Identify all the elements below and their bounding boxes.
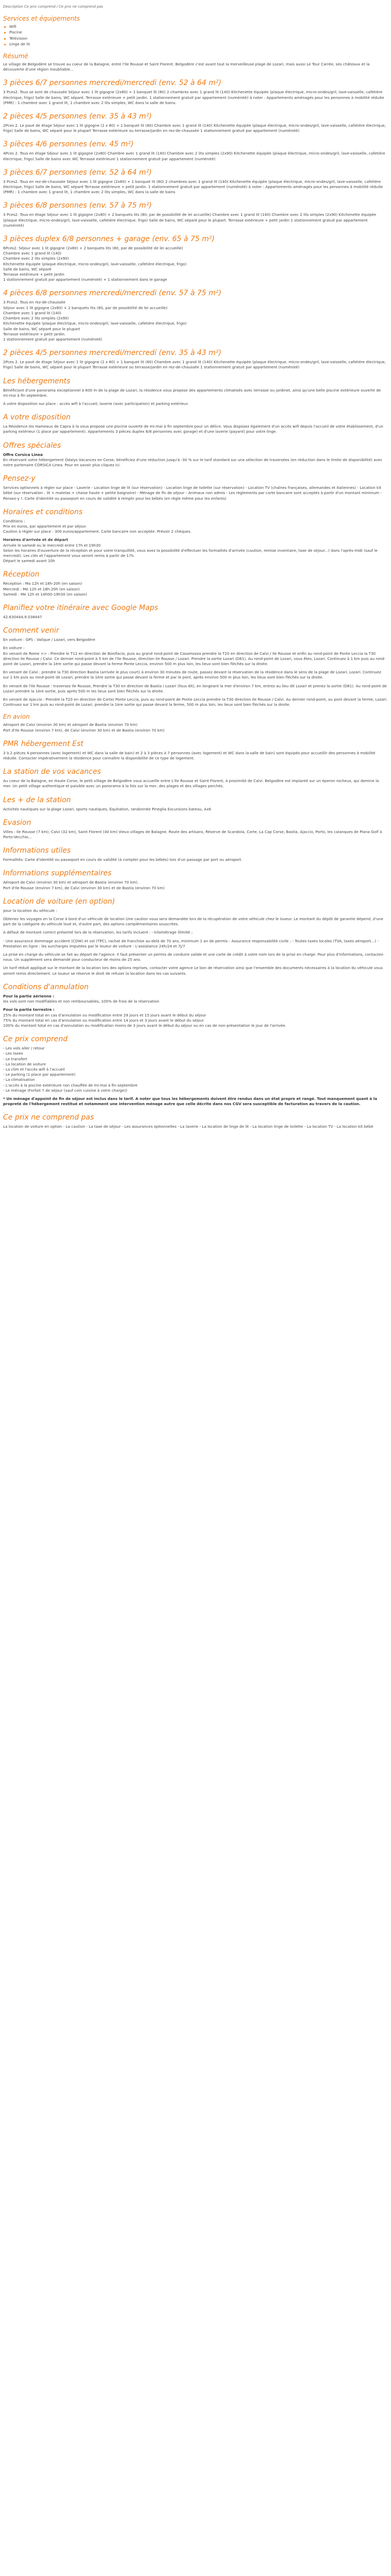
detail-line: Caution à régler sur place : 300 euros/appartement. Carte bancaire non acceptée. Prévoir 2 chèques.: [3, 529, 192, 534]
detail-line: Port d'Ile Rousse (environ 7 km), de Calvi (environ 30 km) et de Bastia (environ 70 km): [3, 885, 165, 890]
route-text: En venant de l'Ile Rousse : traversez Ile Rousse, Prendre la T30 en direction de Bastia / Lozari (fous dit), en longeant la mer d'environ 7 km, entrez au lieu dit Lozari et prenez la sortie (D81). Au rond-point de Lozari prendre la 1ère sortie, puis après 500 m les lieux sont bien fléchés sur la droite.: [3, 683, 387, 693]
detail-line: 1 stationnement gratuit par appartement (numéroté) + 1 stationnement dans le garage: [3, 277, 167, 282]
detail-line: Salle de bains, WC séparé pour le plupart: [3, 326, 80, 331]
evasion-text: Villes : Ile Rousse (7 km), Calvi (32 km), Saint Florent (40 km) Vieux villages de Balagne. Route des artisans, Réserve de Scandola, Corte, La Cap Corse, Bastia, Ajaccio, Porto, les calanques de Piana Golf à Porto-Vecchio...: [3, 829, 382, 840]
info-title: Informations utiles: [3, 846, 71, 855]
evasion-title: Evasion: [3, 818, 31, 827]
apartment-title: 3 pièces 6/7 personnes mercredi/mercredi (env. 52 à 64 m²): [3, 79, 222, 88]
apartment-title: 3 pièces 4/6 personnes (env. 45 m²): [3, 140, 134, 149]
location-text: Un tarif réduit appliqué sur le montant de la location lors des options reprises, contacter votre agence Le bon de réservation ainsi que l'ensemble des documents nécessaires à la location du véhicule vous seront remis directement. Le loueur se réserve le droit de refuser la location dans les cas suivants.: [3, 965, 383, 976]
comprend-title: Ce prix comprend: [3, 1035, 68, 1044]
location-title: Location de voiture (en option): [3, 897, 115, 906]
apartment-text: 2Pces 2. Le pavé de étage Séjour avec 1 lit gigogne (2 x 80) + 1 banquet lit (80) Chambre avec 1 grand lit (140) Kitchenette équipée (plaque électrique, micro-ondes/gril, lave-vaisselle, cafetière électrique, frigo) Salle de bains, WC séparé pour le plupart Terrasse extérieure ou terrasse/jardin en rez-de-chaussée 1 stationnement gratuit par appartement (numéroté): [3, 123, 386, 133]
conditions-aerien-text: les vols sont non modifiables et non remboursables, 100% de frais de la réservation: [3, 999, 159, 1004]
detail-line: Prix en euros, par appartement et par séjour.: [3, 523, 87, 529]
detail-line: 100% du montant total en cas d'annulation ou modification moins de 3 jours avant le début du séjour ou en cas de non-présentation le jour de l'arrivée.: [3, 1023, 286, 1028]
detail-line: Samedi : Me 12h et 14h00-19h30 (en saison): [3, 591, 87, 597]
avion-lines: [3, 722, 388, 733]
maps-link[interactable]: Planifiez votre itinéraire avec Google Maps: [3, 603, 158, 612]
pmr-title: PMR hébergement Est: [3, 739, 84, 748]
detail-line: Kitchenette équipée (plaque électrique, micro-ondes/gril, lave-vaisselle, cafetière électrique, frigo): [3, 261, 187, 266]
list-item: - Le parking (1 place par appartement): [3, 1072, 76, 1077]
comment-line: En voiture : GPS : Valique / Lozari, vers Belgodère: [3, 637, 95, 642]
detail-line: Kitchenette équipée (plaque électrique, micro-ondes/gril, lave-vaisselle, cafetière électrique, frigo): [3, 321, 187, 326]
apartment-4p-details: [3, 300, 388, 342]
pmr-text: 3 à 2 pièces 4 personnes (avec logement) et WC dans la salle de bain) et 2 à 3 pièces à 7 personnes (avec logement) et WC dans la salle de bain) sont équipés pour accueillir des personnes à mobilité réduite. Contacter impérativement la résidence pour connaître la disponibilité de ce type de logement.: [3, 750, 376, 761]
list-item: - Les vols aller / retour: [3, 1046, 45, 1051]
reception-hours: [3, 581, 388, 597]
route-text: En venant de Ajaccio : Prendre la T20 en direction de Corte/ Ponte Leccia, puis au rond-point de Ponte Leccia prendre la T30 direction Ile Rousse / Calvi. Au dernier rond-point, au pont devant la ferme, Lozari. Continuez sur 1 km puis au rond-point de Lozari, prendre la 1ère sortie qui passe devant la ferme, 500 m plus loin, les lieux sont bien fléchés sur la droite.: [3, 697, 388, 707]
apartment-4p-title: 4 pièces 6/8 personnes mercredi/mercredi (env. 57 à 75 m²): [3, 289, 222, 298]
situation-text: Au coeur de la Balagne, en Haute Corse, le petit village de Belgodère vous accueille entre L'Ile Rousse et Saint Florent, à proximité de Calvi. Belgodère est implanté sur un éperon rocheux, qui domine la mer. Un petit village authentique et paisible avec un panorama à la fois sur la mer, des plages et des villages perchés.: [3, 778, 379, 789]
conditions-aerien-label: Pour la partie aérienne :: [3, 993, 55, 998]
offres-title: Offres spéciales: [3, 441, 61, 450]
detail-line: Port d'Ile Rousse (environ 7 km), de Calvi (environ 30 km) et de Bastia (environ 70 km): [3, 727, 165, 733]
penser-text: Services optionnels à régler sur place - Laverie - Location linge de lit (sur réservation) - Location linge de toilette (sur réservation) - Location TV (chaînes françaises, allemandes et italiennes) - Location kit bébé (sur réservation : lit + matelas + chaise haute + petite baignoire) - Ménage de fin de séjour - Animaux non admis - Les règlements par carte bancaire sont acceptés à partir d'un montant minimum - Pensez-y !: Carte d'identité ou passeport en cours de validité à remplir pour les bébés (en règle même pour les enfants): [3, 485, 382, 501]
list-item: - Le ménage (Forfait 7 de séjour (sauf coin cuisine à votre charge)): [3, 1088, 127, 1093]
conditions-title: Conditions d'annulation: [3, 982, 89, 991]
page-content: [0, 0, 391, 1139]
apartment-text: 3 Pces2. Tous se sont de chaussée Séjour avec 1 lit gigogne (2x80) + 1 banquet lit (80) 2 chambres avec 1 grand lit (140) Kitchenette équipée (plaque électrique, micro-ondes/gril, lave-vaisselle, cafetière électrique, frigo) Salle de bains, WC séparé. Terrasse extérieure + petit jardin. 1 stationnement gratuit par appartement (numéroté) à noter : Appartements aménagés pour les personnes à mobilité réduite (PMR) : 1 chambre avec 1 grand lit, 1 chambre avec 2 lits simples, WC dans la salle de bains.: [3, 90, 384, 105]
voiture-label: En voiture :: [3, 646, 25, 651]
route-text: En venant de Calvi : prendre la T30 direction Bastia (arrivée le plus court) à environ 30 minutes de route, passez devant la réservation de la résidence dans le sens de la plage de Lozari, Lozari. Continuez sur 1 km puis au rond-point de Lozari, prendre la 1ère sortie qui passe devant la ferme et par le pont, après environ 500 m plus loin, les lieux sont bien fléchés sur la droite.: [3, 670, 382, 680]
resume-title: Résumé: [3, 53, 28, 60]
offres-text: En réservant votre hébergement Odalys Vacances en Corse, bénéficiez d'une réduction jusqu'à -30 % sur le tarif standard sur une sélection de traversées (en réduction dans le limite de disponibilité) avec notre partenaire CORSICA Linea. Pour en savoir plus cliquez ici.: [3, 457, 383, 467]
apartment-title: 2 pièces 4/5 personnes (env. 35 à 43 m²): [3, 112, 152, 121]
detail-line: Chambre avec 2 lits simples (2x90): [3, 316, 69, 321]
apartment-text: 4Pces 2. Tous en étage Séjour avec 1 lit gigogne (2x80) Chambre avec 1 grand lit (140) Chambre avec 2 lits simples (2x90) Kitchenette équipée (plaque électrique, micro-ondes/gril, lave-vaisselle, cafetière électrique, frigo) Salle de bains avec WC Terrasse extérieure 1 stationnement gratuit par appartement (numéroté): [3, 151, 385, 161]
situation-title: La station de vos vacances: [3, 768, 101, 776]
detail-line: 3 Pces2. Tous en rez-de-chaussée: [3, 300, 66, 305]
list-item: - Les taxes: [3, 1051, 23, 1056]
hebergements-text: Bénéficiant d'une panorama exceptionnel à 600 m de la plage de Lozari, la résidence vous propose des appartements climatisés avec terrasse ou jardinet, ainsi qu'une belle piscine extérieure ouverte de mi-mai à fin septembre.: [3, 387, 381, 398]
horaires-title: Horaires et conditions: [3, 507, 83, 516]
hebergements-text-2: À votre disposition sur place : accès wifi à l'accueil, laverie (avec participation) et parking extérieur.: [3, 401, 189, 406]
avion-title: En avion: [3, 713, 30, 721]
detail-line: 25% du montant total en cas d'annulation ou modification entre 29 jours et 15 jours avant le début du séjour: [3, 1012, 206, 1018]
apartment-text: 3 Pces2. Tous en rez-de-chaussée Séjour avec 1 lit gigogne (2x80) + 1 banquet lit (80) 2 chambres avec 1 grand lit (140) Kitchenette équipée (plaque électrique, micro-ondes/gril, lave-vaisselle, cafetière électrique, frigo) Salle de bains, WC séparé Terrasse extérieure + petit jardin. 1 stationnement gratuit par appartement (numéroté) à noter : Appartements aménagés pour les personnes à mobilité réduite (PMR) : 1 chambre avec 1 grand lit, 1 chambre avec 2 lits simples, WC dans la salle de bains: [3, 179, 383, 195]
detail-line: Arrivée le samedi ou le mercredi entre 17h et 19h30: [3, 543, 101, 548]
conditions-terrestre-label: Pour la partie terrestre :: [3, 1007, 55, 1012]
detail-line: Salle de bains, WC séparé: [3, 266, 52, 272]
apartment-2p-text: 2Pces 2. Le pavé de étage Séjour avec 1 lit gigogne (2 x 80) + 1 banquet lit (80) Chambre avec 1 grand lit (140) Kitchenette équipée (plaque électrique, micro-ondes/gril, lave-vaisselle, cafetière électrique, frigo) Salle de bains, WC séparé pour le plupart Terrasse extérieure ou terrasse/jardin en rez-de-chaussée 1 stationnement gratuit par appartement (numéroté): [3, 360, 386, 370]
info-sup-lines: [3, 880, 388, 890]
list-item: - La location de voiture: [3, 1061, 46, 1066]
detail-line: Chambre avec 1 grand lit (140): [3, 251, 61, 256]
location-text: Obtenez les voyages en la Corse à bord d'un véhicule de location Une caution vous sera demandée lors de la récupération de votre véhicule chez le loueur. Le montant du dépôt de garantie dépend, d'une part de la catégorie du véhicule loué et, d'autre part, des options complémentaires souscrites.: [3, 917, 383, 927]
location-text: - Une assurance dommage accident (CDW) et vol (TPC), rachat de franchise au-delà de 70 ans, minimum 1 an de permis - Assurance responsabilité civile ; - Toutes taxes locales (TVA, taxes aéroport...) - Prestation en ligne : les surcharges imputées par le loueur de voiture - L'assistance 24h/24 et 7j/7: [3, 938, 379, 948]
detail-line: Terrasse extérieure + petit jardin: [3, 272, 64, 277]
list-item: - L'accès à la piscine extérieure non chauffée de mi-mai à fin septembre: [3, 1082, 138, 1088]
detail-line: Départ le samedi avant 10h: [3, 558, 55, 564]
ne-comprend-title: Ce prix ne comprend pas: [3, 1113, 94, 1122]
services-title: Services et équipements: [3, 15, 80, 23]
service-item: Piscine: [3, 30, 388, 35]
detail-line: Chambre avec 2 lits simples (2x90): [3, 256, 69, 261]
comprend-warning: * Un ménage d'appoint de fin de séjour est inclus dans le tarif. A noter que tous les hébergements doivent être rendus dans un état propre et rangé. Tout manquement quant à la propreté de l'hébergement restitué et notamment une intervention ménage autre que celle décrite dans nos CGV sera susceptible de facturation au travers de la caution.: [3, 1096, 378, 1107]
horaires-arrivee: [3, 537, 388, 564]
info-text: Formalités: Carte d'identité ou passeport en cours de validité (à compter pour les bébés) lors d'un passage par port ou aéroport.: [3, 857, 242, 862]
info-sup-title: Informations supplémentaires: [3, 869, 112, 878]
list-item: - La clim et l'accès wifi à l'accueil: [3, 1066, 65, 1072]
detail-line: 1 stationnement gratuit par appartement (numéroté): [3, 336, 103, 342]
detail-line: Séjour avec 1 lit gigogne (2x80) + 2 banquets lits (80, par de possibilité de lei accueille): [3, 305, 168, 310]
service-item: Télévision: [3, 36, 388, 41]
detail-line: Selon les horaires d'ouverture de la réception et pour votre tranquillité, vous avez la possibilité d'effectuer les formalités d'arrivée (caution, remise inventaire, taxe de séjour...) dans l'après-midi (sauf le mercredi). Les clés et l'appartement vous seront remis à partir de 17h.: [3, 548, 378, 558]
offres-subtitle: Offre Corsica Linea: [3, 452, 43, 457]
duplex-details: [3, 246, 388, 282]
conditions-terrestre-lines: [3, 1013, 388, 1029]
breadcrumb: Description Ce prix comprend / Ce prix ne comprend pas: [3, 5, 103, 9]
loisirs-title: Les + de la station: [3, 795, 71, 804]
service-item: Linge de lit: [3, 42, 388, 47]
location-text: pour la location du véhicule :: [3, 908, 57, 913]
apartment-2p-title: 2 pièces 4/5 personnes mercredi/mercredi (env. 35 à 43 m²): [3, 349, 222, 358]
apartment-title: 3 pièces 6/7 personnes (env. 52 à 64 m²): [3, 168, 152, 177]
maps-coords: 42.630444,9.038447: [3, 614, 42, 619]
service-item: Wifi: [3, 24, 388, 29]
detail-line: Réception : Ma 12h et 18h-20h (en saison): [3, 581, 83, 586]
detail-line: Aéroport de Calvi (environ 30 km) et aéroport de Bastia (environ 70 km).: [3, 880, 139, 885]
disposition-title: A votre disposition: [3, 413, 71, 422]
detail-line: Aéroport de Calvi (environ 30 km) et aéroport de Bastia (environ 70 km): [3, 722, 138, 727]
apartment-text: 3 Pces2. Tous en étage Séjour avec 1 lit gigogne (2x80) + 2 banquets lits (80, par de possibilité de lei accueille) Chambre avec 1 grand lit (140) Chambre avec 2 lits simples (2x90) Kitchenette équipée (plaque électrique, micro-ondes/gril, lave-vaisselle, cafetière électrique, frigo) Salle de bains, WC séparé pour le plupart. Terrasse extérieure + petit jardin 1 stationnement gratuit par appartement (numéroté): [3, 212, 377, 228]
reception-title: Réception: [3, 570, 40, 579]
detail-line: Conditions :: [3, 518, 25, 523]
detail-line: Horaires d'arrivée et de départ: [3, 537, 69, 543]
comment-title: Comment venir: [3, 626, 59, 635]
detail-line: 6Pces2. Séjour avec 1 lit gigogne (2x80) + 2 banquets lits (80, par de possibilité de lei accueille): [3, 246, 183, 251]
disposition-text: La Résidence les Hameaux de Capra à la vous propose une piscine ouverte de mi-mai à fin septembre pour un délice. Vous disposez également d'un accès wifi depuis l'accueil de votre établissement, d'un parking extérieur (1 place par appartement). Appartements 3 pièces duplex 6/8 personnes avec garage) et d'une laverie (payant) pour votre linge.: [3, 424, 383, 434]
detail-line: Chambre avec 1 grand lit (140): [3, 310, 61, 315]
apartment-title: 3 pièces 6/8 personnes (env. 57 à 75 m²): [3, 201, 152, 210]
route-text: En venant de Rome => : Prendre le T12 en direction de Bonifacio, puis au grand rond-point de Casamozza prendre la T20 en direction de Calvi / Ile Rousse et enfin au rond-point de Ponte Leccia la T30 direction Ile Rousse / Calvi. Ce dernier rond-point à 5 km de l'Ile Rousse, direction Ile Rousse / Lozari. Prendre la sortie Lozari (D81). Au rond-point de Lozari, vous êtes, Lozari. Continuez à 1 km puis au rond-point de Lozari, prendre la 1ère sortie qui passe devant la ferme Ponte Leccia, environ 500 m plus loin, les lieux sont bien fléchés sur la droite.: [3, 651, 386, 666]
list-item: - La climatisation: [3, 1077, 35, 1082]
detail-line: 75% du montant total en cas d'annulation ou modification entre 14 jours et 3 jours avant le début du séjour: [3, 1018, 204, 1023]
detail-line: Mercredi : Me 12h et 18h-20h (en saison): [3, 586, 80, 591]
location-text: La prise en charge du véhicule se fait au départ de l'agence. Il faut présenter un permis de conduire valide et une carte de crédit à votre nom lors de la prise en charge. Pour plus d'informations, contactez-nous. Un supplément sera demandé pour conducteur de moins de 25 ans.: [3, 952, 385, 962]
ne-comprend-text: La location de voiture en option - La caution - La taxe de séjour - Les assurances optionnelles - La laverie - La location de linge de lit - La location linge de toilette - La location TV - La location kit bébé: [3, 1124, 373, 1129]
detail-line: Terrasse extérieure + petit jardin.: [3, 331, 66, 336]
services-list: [3, 24, 388, 47]
penser-title: Pensez-y: [3, 474, 36, 483]
duplex-title: 3 pièces duplex 6/8 personnes + garage (env. 65 à 75 m²): [3, 235, 215, 244]
hebergements-title: Les hébergements: [3, 377, 71, 385]
location-text: A défaut de montant correct présenté lors de la réservation, les tarifs incluent : - kilométrage illimité ;: [3, 930, 193, 935]
resume-text: Le village de Belgodère se trouve au coeur de la Balagne, entre l'Ile Rousse et Saint Florent. Belgodère c'est avant tout la merveilleuse plage de Lozari, mais aussi Le Tour Carrée, ses châteaux et la découverte d'une région inoubliable...: [3, 62, 370, 72]
horaires-conditions: [3, 519, 388, 535]
list-item: - Le transfert: [3, 1056, 27, 1061]
loisirs-text: Activités nautiques sur la plage Lozari, sports nautiques, Équitation, randonnée Pineglia Excursions bateau, Ax6: [3, 806, 211, 811]
comprend-list: [3, 1046, 388, 1093]
